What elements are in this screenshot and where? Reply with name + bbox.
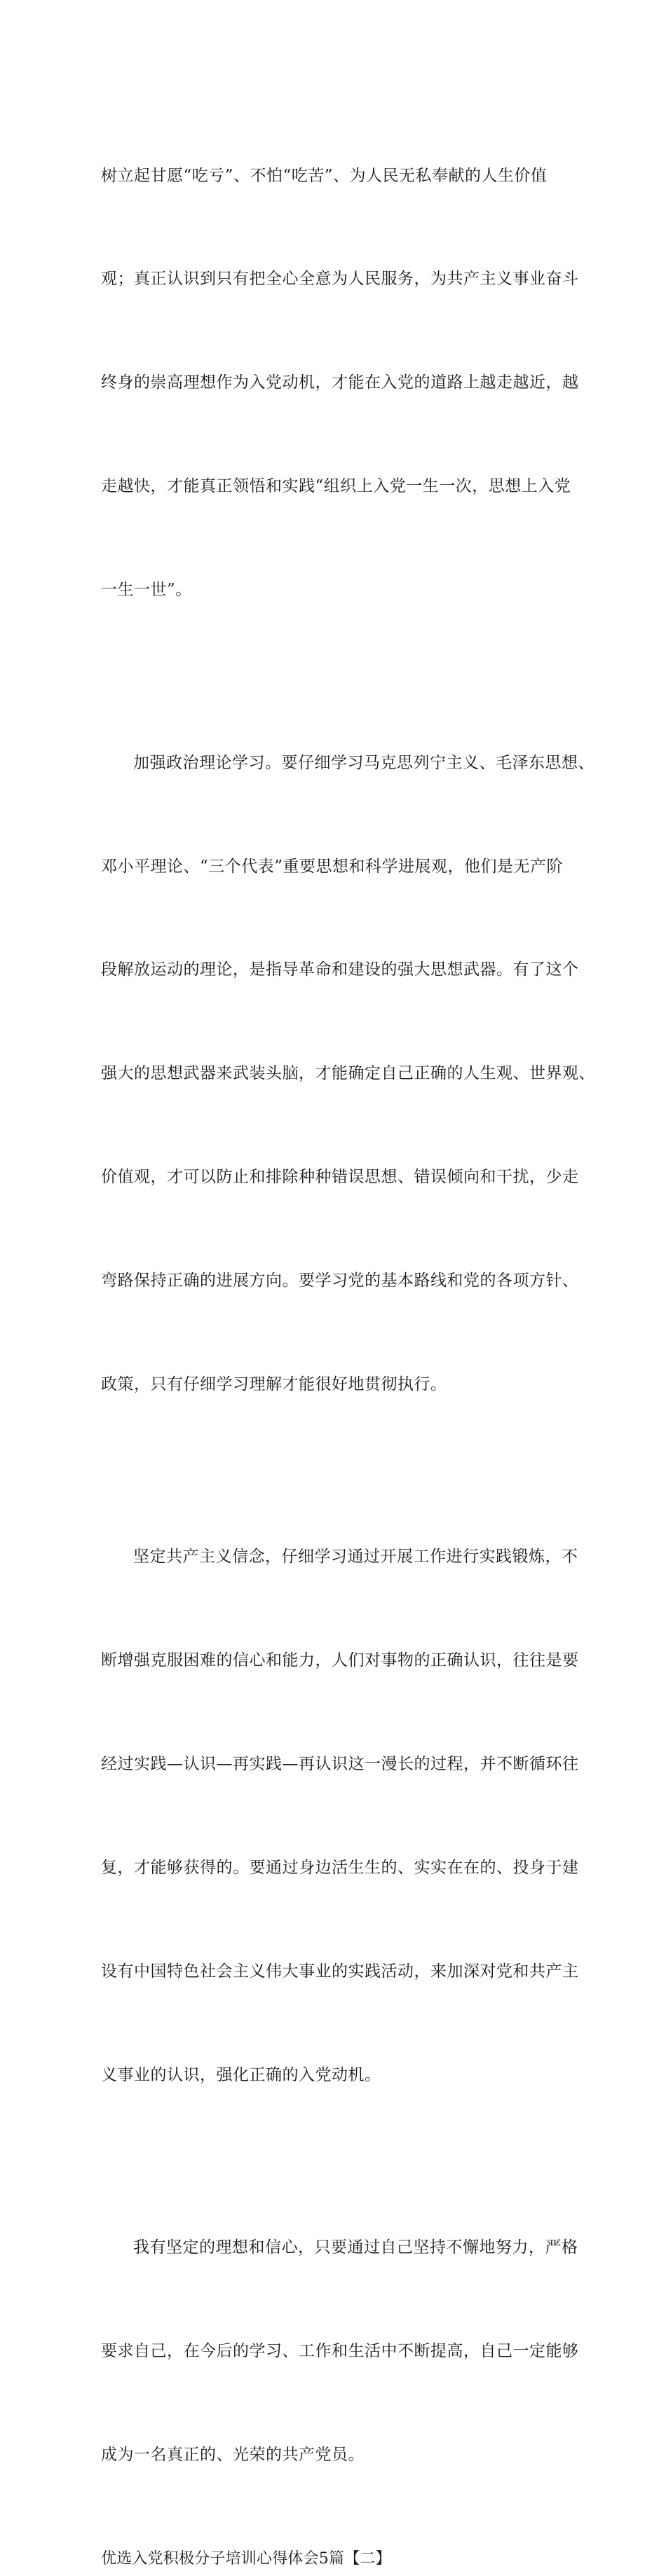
paragraph-1-line-4: 走越快，才能真正领悟和实践“组织上入党一生一次，思想上入党 [101,477,571,496]
paragraph-1 [101,90,579,677]
paragraph-3-line-2: 断增强克服困难的信心和能力，人们对事物的正确认识，往往是要 [101,1651,579,1670]
paragraph-3-line-4: 复，才能够获得的。要通过身边活生生的、实实在在的、投身于建 [101,1859,579,1878]
paragraph-4 [101,2162,579,2542]
paragraph-2 [101,677,595,1471]
paragraph-2-line-5: 价值观，才可以防止和排除种种错误思想、错误倾向和干扰，少走 [101,1168,579,1187]
paragraph-3-line-6: 义事业的认识，强化正确的入党动机。 [101,2065,381,2084]
section-heading: 优选入党积极分子培训心得体会5篇【二】 [101,2550,391,2568]
paragraph-3 [101,1471,579,2162]
paragraph-3-line-3: 经过实践—认识—再实践—再认识这一漫长的过程，并不断循环往 [101,1755,579,1774]
paragraph-4-line-2: 要求自己，在今后的学习、工作和生活中不断提高，自己一定能够 [101,2342,579,2361]
paragraph-2-line-3: 段解放运动的理论，是指导革命和建设的强大思想武器。有了这个 [101,960,579,979]
paragraph-1-line-5: 一生一世”。 [101,581,192,600]
paragraph-4-line-1: 我有坚定的理想和信心，只要通过自己坚持不懈地努力，严格 [133,2238,578,2257]
paragraph-2-line-7: 政策，只有仔细学习理解才能很好地贯彻执行。 [101,1375,447,1393]
document-body [101,90,595,2576]
paragraph-2-line-6: 弯路保持正确的进展方向。要学习党的基本路线和党的各项方针、 [101,1272,579,1290]
paragraph-3-line-5: 设有中国特色社会主义伟大事业的实践活动，来加深对党和共产主 [101,1962,579,1981]
paragraph-1-line-3: 终身的崇高理想作为入党动机，才能在入党的道路上越走越近，越 [101,373,579,392]
paragraph-4-line-3: 成为一名真正的、光荣的共产党员。 [101,2446,365,2465]
paragraph-3-line-1: 坚定共产主义信念，仔细学习通过开展工作进行实践锻炼，不 [133,1548,578,1566]
paragraph-1-line-2: 观；真正认识到只有把全心全意为人民服务，为共产主义事业奋斗 [101,270,579,289]
paragraph-2-line-2: 邓小平理论、“三个代表”重要思想和科学进展观，他们是无产阶 [101,857,564,876]
paragraph-2-line-1: 加强政治理论学习。要仔细学习马克思列宁主义、毛泽东思想、 [133,753,594,772]
paragraph-1-line-1: 树立起甘愿“吃亏”、不怕“吃苦”、为人民无私奉献的人生价值 [101,166,548,185]
paragraph-2-line-4: 强大的思想武器来武装头脑，才能确定自己正确的人生观、世界观、 [101,1064,595,1083]
